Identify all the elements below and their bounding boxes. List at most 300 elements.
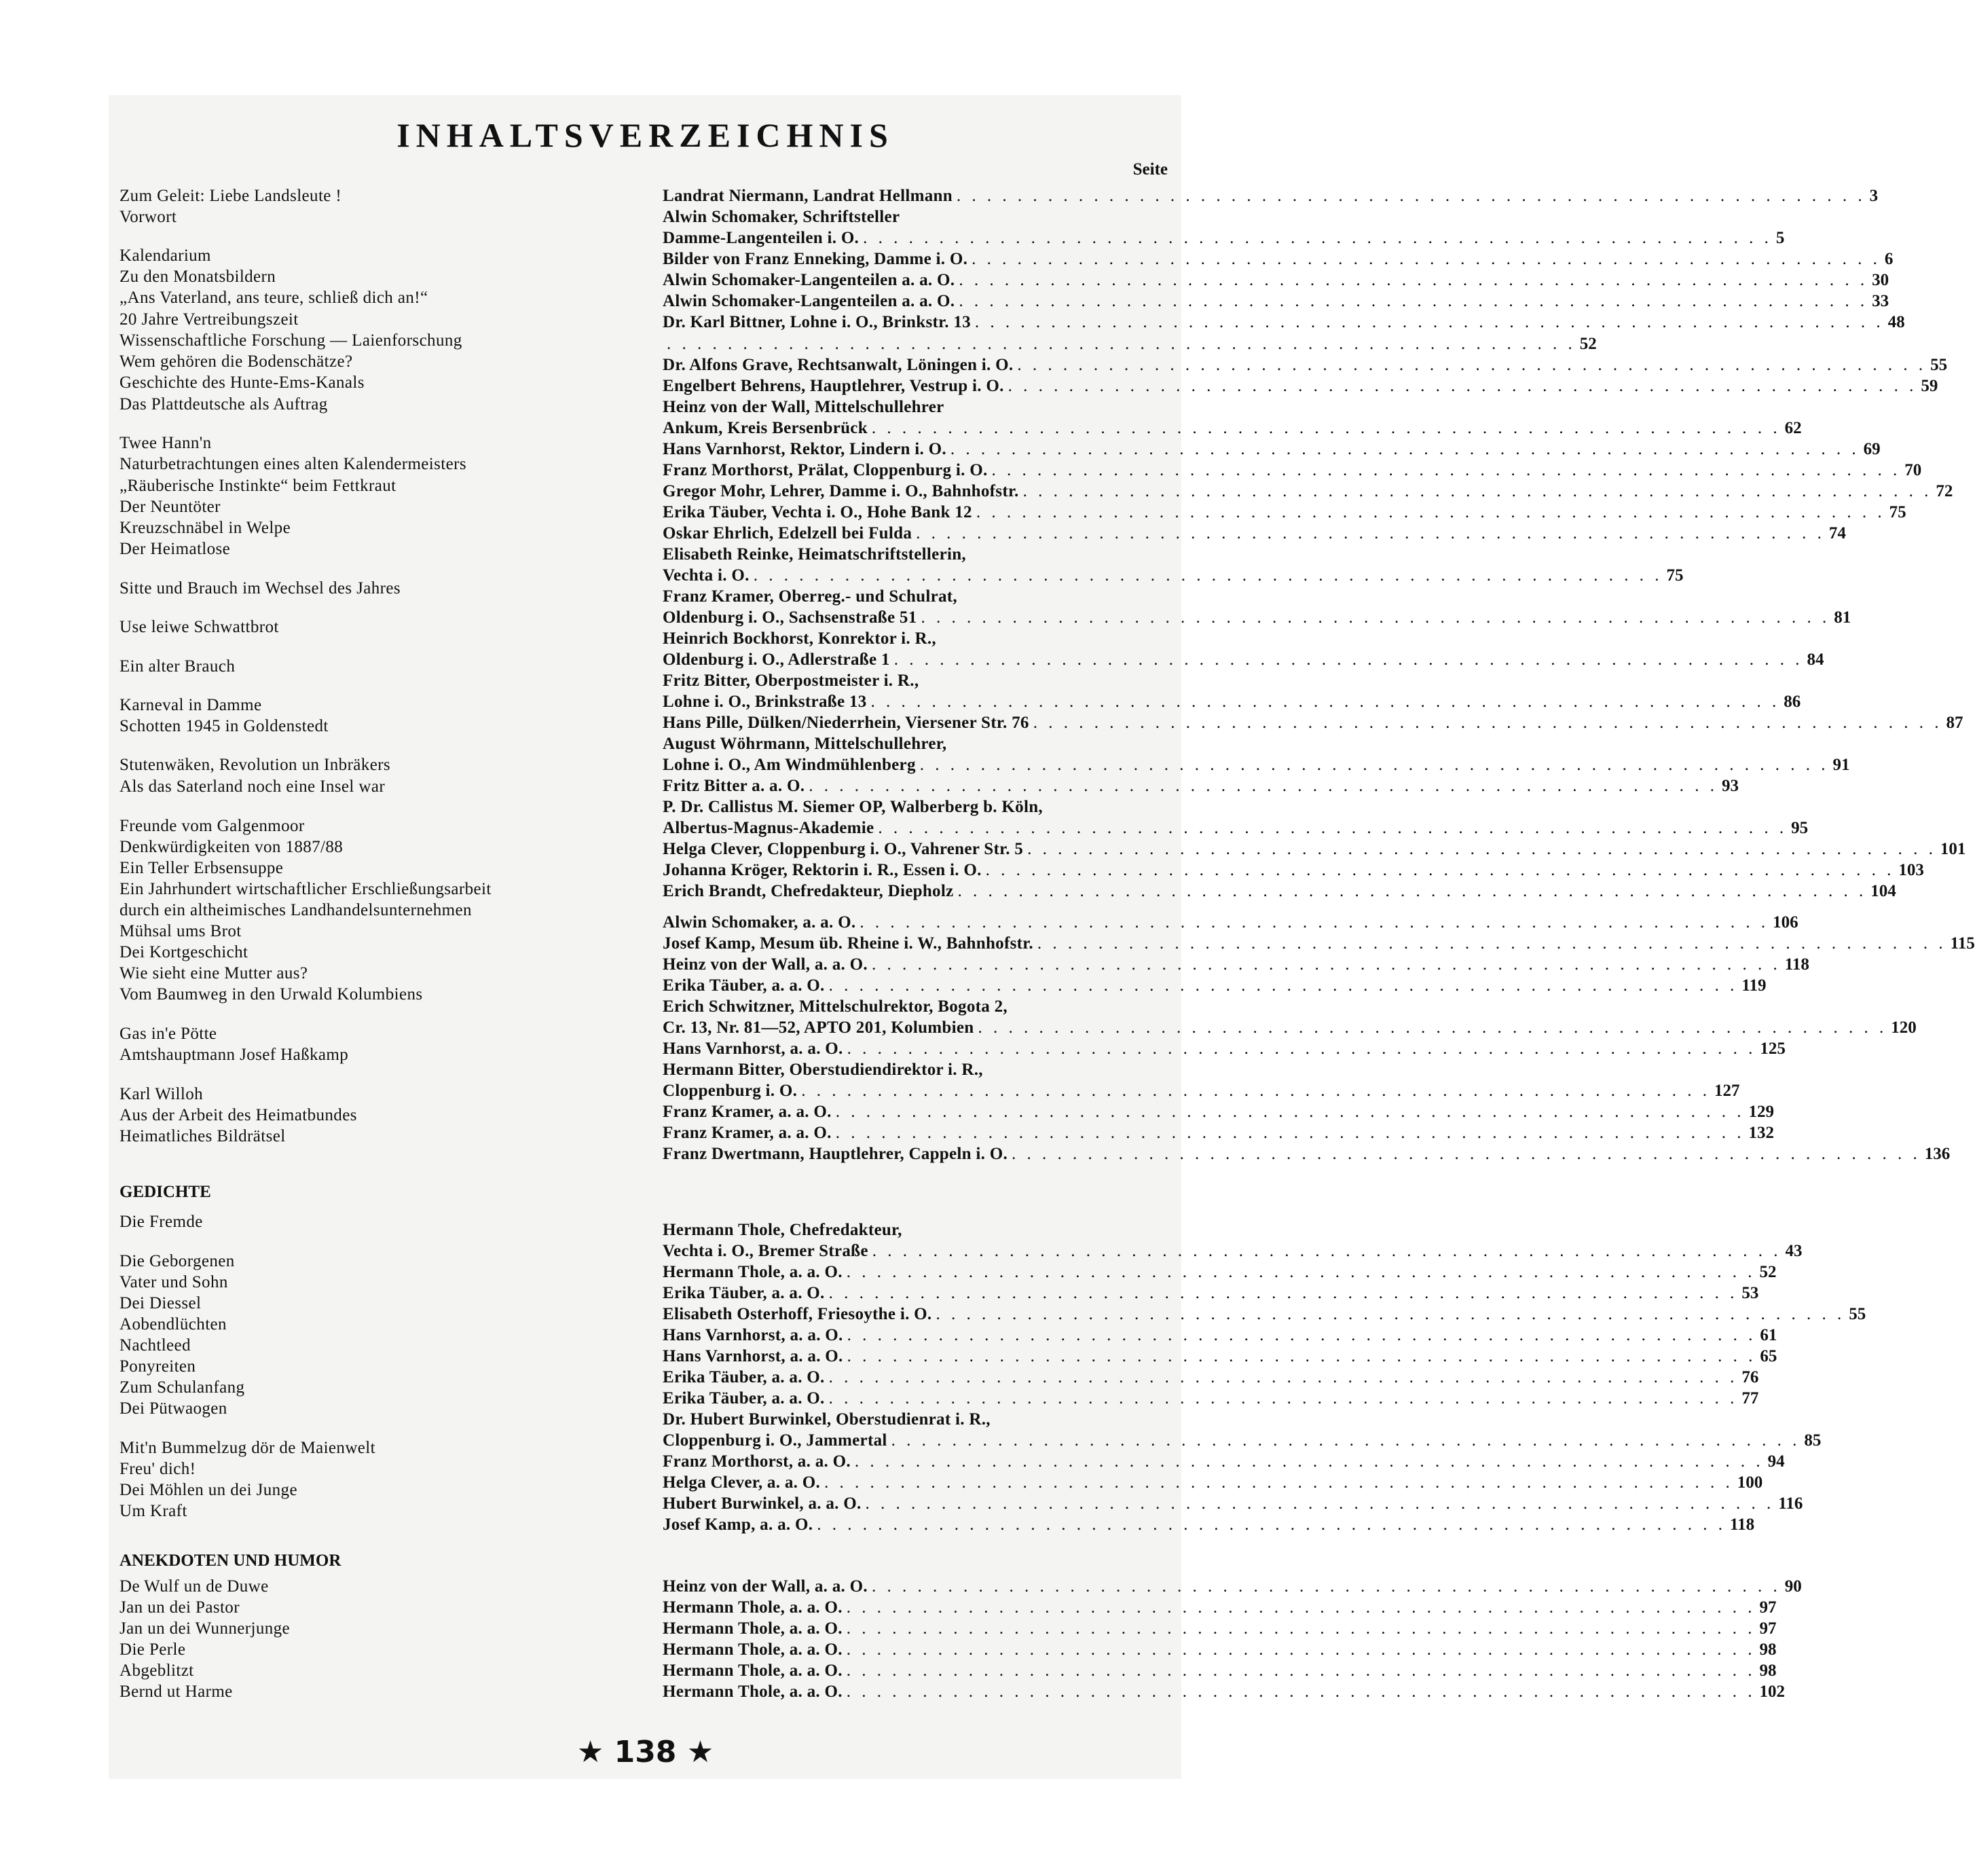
page-reference: 93 xyxy=(1722,777,1739,795)
dot-leader: . . . . . . . . . . . . . . . . . . . . . . . . . . . . . . . . . . . . . . . . . . . . . . . . . . . . . . . . . . . . xyxy=(950,440,1860,458)
author-text: Erika Täuber, Vechta i. O., Hohe Bank 12 xyxy=(663,503,972,521)
toc-author-entry xyxy=(663,1493,1803,1515)
page-reference: 127 xyxy=(1714,1082,1740,1100)
author-text: Franz Kramer, a. a. O. xyxy=(663,1103,832,1121)
page-number: ★ 138 ★ xyxy=(576,1735,714,1769)
dot-leader: . . . . . . . . . . . . . . . . . . . . . . . . . . . . . . . . . . . . . . . . . . . . . . . . . . . . . . . . . . . . xyxy=(978,1018,1887,1037)
author-text: Hermann Thole, a. a. O. xyxy=(663,1661,843,1680)
author-text: Elisabeth Reinke, Heimatschriftstellerin, xyxy=(663,545,966,564)
toc-title: Ein Jahrhundert wirtschaftlicher Erschließungsarbeit xyxy=(119,880,492,898)
author-text: August Wöhrmann, Mittelschullehrer, xyxy=(663,735,947,753)
toc-title: Vater und Sohn xyxy=(119,1273,228,1291)
toc-title: Zu den Monatsbildern xyxy=(119,268,276,286)
page-reference: 72 xyxy=(1936,482,1953,500)
toc-author-entry xyxy=(663,1346,1777,1367)
author-text: Lohne i. O., Brinkstraße 13 xyxy=(663,693,867,711)
dot-leader: . . . . . . . . . . . . . . . . . . . . . . . . . . . . . . . . . . . . . . . . . . . . . . . . . . . . . . . . . . . . xyxy=(919,756,1829,774)
dot-leader: . . . . . . . . . . . . . . . . . . . . . . . . . . . . . . . . . . . . . . . . . . . . . . . . . . . . . . . . . . . . xyxy=(828,1389,1738,1408)
toc-title: Dei Pütwaogen xyxy=(119,1399,227,1418)
page-reference: 59 xyxy=(1921,377,1938,395)
page-reference: 75 xyxy=(1889,503,1906,521)
toc-author-entry xyxy=(663,796,1170,818)
author-text: Alwin Schomaker, Schriftsteller xyxy=(663,208,900,226)
toc-author-entry xyxy=(663,439,1881,460)
toc-title: Das Plattdeutsche als Auftrag xyxy=(119,395,328,413)
toc-author-entry xyxy=(663,1262,1777,1283)
dot-leader: . . . . . . . . . . . . . . . . . . . . . . . . . . . . . . . . . . . . . . . . . . . . . . . . . . . . . . . . . . . . xyxy=(667,335,1576,353)
author-text: Ankum, Kreis Bersenbrück xyxy=(663,419,868,437)
author-text: Cloppenburg i. O. xyxy=(663,1082,798,1100)
dot-leader: . . . . . . . . . . . . . . . . . . . . . . . . . . . . . . . . . . . . . . . . . . . . . . . . . . . . . . . . . . . . xyxy=(863,229,1772,247)
toc-author-entry xyxy=(663,1430,1822,1452)
page-reference: 136 xyxy=(1924,1145,1951,1163)
toc-author-entry xyxy=(663,628,1170,650)
toc-author-entry xyxy=(663,733,1170,755)
toc-title: Vom Baumweg in den Urwald Kolumbiens xyxy=(119,985,423,1004)
toc-author-entry xyxy=(663,227,1785,249)
author-text: Cloppenburg i. O., Jammertal xyxy=(663,1431,887,1450)
page-reference: 76 xyxy=(1741,1368,1759,1386)
toc-title: Die Geborgenen xyxy=(119,1252,235,1270)
author-text: Erika Täuber, a. a. O. xyxy=(663,1368,825,1386)
toc-title: Freu' dich! xyxy=(119,1460,196,1478)
dot-leader: . . . . . . . . . . . . . . . . . . . . . . . . . . . . . . . . . . . . . . . . . . . . . . . . . . . . . . . . . . . . xyxy=(846,1661,1756,1680)
page-reference: 85 xyxy=(1804,1431,1822,1450)
dot-leader: . . . . . . . . . . . . . . . . . . . . . . . . . . . . . . . . . . . . . . . . . . . . . . . . . . . . . . . . . . . . xyxy=(847,1347,1756,1365)
toc-author-entry xyxy=(663,1101,1774,1123)
author-text: Bilder von Franz Enneking, Damme i. O. xyxy=(663,250,968,268)
page-reference: 48 xyxy=(1887,313,1905,331)
page-reference: 75 xyxy=(1666,566,1684,585)
dot-leader: . . . . . . . . . . . . . . . . . . . . . . . . . . . . . . . . . . . . . . . . . . . . . . . . . . . . . . . . . . . . xyxy=(846,1619,1756,1638)
author-text: Hermann Thole, a. a. O. xyxy=(663,1682,843,1701)
toc-author-entry xyxy=(663,1514,1755,1536)
page-reference: 69 xyxy=(1863,440,1881,458)
page-reference: 77 xyxy=(1741,1389,1759,1408)
author-text: Heinz von der Wall, a. a. O. xyxy=(663,955,868,974)
page-reference: 91 xyxy=(1832,756,1850,774)
toc-title: Stutenwäken, Revolution un Inbräkers xyxy=(119,756,391,774)
author-text: Engelbert Behrens, Hauptlehrer, Vestrup i. O. xyxy=(663,377,1004,395)
toc-author-entry xyxy=(663,912,1798,934)
page-title: INHALTSVERZEICHNIS xyxy=(396,116,894,154)
dot-leader: . . . . . . . . . . . . . . . . . . . . . . . . . . . . . . . . . . . . . . . . . . . . . . . . . . . . . . . . . . . . xyxy=(985,861,1895,879)
author-text: Lohne i. O., Am Windmühlenberg xyxy=(663,756,916,774)
toc-title: Sitte und Brauch im Wechsel des Jahres xyxy=(119,579,401,597)
toc-author-entry xyxy=(663,1143,1951,1165)
toc-title: 20 Jahre Vertreibungszeit xyxy=(119,310,299,329)
toc-author-entry xyxy=(663,1472,1763,1494)
dot-leader: . . . . . . . . . . . . . . . . . . . . . . . . . . . . . . . . . . . . . . . . . . . . . . . . . . . . . . . . . . . . xyxy=(871,955,1781,974)
author-text: Alwin Schomaker, a. a. O. xyxy=(663,913,856,932)
dot-leader: . . . . . . . . . . . . . . . . . . . . . . . . . . . . . . . . . . . . . . . . . . . . . . . . . . . . . . . . . . . . xyxy=(846,1682,1756,1701)
page-reference: 104 xyxy=(1870,882,1896,900)
author-text: Franz Morthorst, a. a. O. xyxy=(663,1452,851,1471)
author-text: Oldenburg i. O., Adlerstraße 1 xyxy=(663,650,890,669)
toc-author-entry xyxy=(663,933,1975,955)
toc-author-entry xyxy=(663,1451,1785,1473)
seite-label: Seite xyxy=(1132,160,1168,179)
toc-title: Um Kraft xyxy=(119,1502,187,1520)
author-text: Franz Morthorst, Prälat, Cloppenburg i. O. xyxy=(663,461,988,479)
author-text: Franz Dwertmann, Hauptlehrer, Cappeln i. O. xyxy=(663,1145,1008,1163)
author-text: Fritz Bitter a. a. O. xyxy=(663,777,805,795)
page-reference: 100 xyxy=(1737,1473,1763,1492)
dot-leader: . . . . . . . . . . . . . . . . . . . . . . . . . . . . . . . . . . . . . . . . . . . . . . . . . . . . . . . . . . . . xyxy=(846,1640,1756,1659)
author-text: Hermann Thole, Chefredakteur, xyxy=(663,1221,902,1239)
toc-author-entry xyxy=(663,249,1894,270)
toc-author-entry xyxy=(663,1639,1777,1661)
toc-author-entry xyxy=(663,375,1938,397)
page-reference: 3 xyxy=(1869,187,1879,205)
toc-title: Ein Teller Erbsensuppe xyxy=(119,859,284,877)
page-reference: 87 xyxy=(1946,714,1963,732)
toc-title: Geschichte des Hunte-Ems-Kanals xyxy=(119,373,365,392)
toc-author-entry xyxy=(663,397,1170,418)
dot-leader: . . . . . . . . . . . . . . . . . . . . . . . . . . . . . . . . . . . . . . . . . . . . . . . . . . . . . . . . . . . . xyxy=(835,1124,1745,1142)
author-text: Alwin Schomaker-Langenteilen a. a. O. xyxy=(663,292,955,310)
toc-title: Dei Möhlen un dei Junge xyxy=(119,1481,297,1499)
toc-title: Abgeblitzt xyxy=(119,1661,194,1680)
toc-title: Dei Kortgeschicht xyxy=(119,943,248,961)
toc-title: Als das Saterland noch eine Insel war xyxy=(119,777,386,796)
author-text: Dr. Alfons Grave, Rechtsanwalt, Löningen i. O. xyxy=(663,356,1014,374)
toc-title: „Räuberische Instinkte“ beim Fettkraut xyxy=(119,477,396,495)
toc-author-entry xyxy=(663,954,1809,976)
toc-author-entry xyxy=(663,1388,1759,1410)
toc-title: Jan un dei Wunnerjunge xyxy=(119,1619,291,1638)
dot-leader: . . . . . . . . . . . . . . . . . . . . . . . . . . . . . . . . . . . . . . . . . . . . . . . . . . . . . . . . . . . . xyxy=(921,608,1830,627)
toc-title: Die Perle xyxy=(119,1640,186,1659)
page-reference: 132 xyxy=(1748,1124,1774,1142)
dot-leader: . . . . . . . . . . . . . . . . . . . . . . . . . . . . . . . . . . . . . . . . . . . . . . . . . . . . . . . . . . . . xyxy=(1037,934,1946,953)
toc-author-entry xyxy=(663,1325,1777,1346)
toc-title: Aobendlüchten xyxy=(119,1315,227,1334)
author-text: Erika Täuber, a. a. O. xyxy=(663,1389,825,1408)
toc-author-entry xyxy=(663,418,1802,439)
toc-author-entry xyxy=(663,1240,1803,1262)
page-reference: 116 xyxy=(1778,1494,1803,1513)
page-reference: 97 xyxy=(1759,1619,1777,1638)
author-text: Hans Varnhorst, Rektor, Lindern i. O. xyxy=(663,440,946,458)
page-reference: 74 xyxy=(1828,524,1846,542)
toc-title: Ein alter Brauch xyxy=(119,657,236,676)
dot-leader: . . . . . . . . . . . . . . . . . . . . . . . . . . . . . . . . . . . . . . . . . . . . . . . . . . . . . . . . . . . . xyxy=(870,693,1780,711)
author-text: Josef Kamp, a. a. O. xyxy=(663,1515,813,1534)
author-text: Hermann Bitter, Oberstudiendirektor i. R., xyxy=(663,1061,983,1079)
dot-leader: . . . . . . . . . . . . . . . . . . . . . . . . . . . . . . . . . . . . . . . . . . . . . . . . . . . . . . . . . . . . xyxy=(809,777,1718,795)
author-text: Johanna Kröger, Rektorin i. R., Essen i. O. xyxy=(663,861,982,879)
author-text: Dr. Karl Bittner, Lohne i. O., Brinkstr. 13 xyxy=(663,313,971,331)
toc-title: Wie sieht eine Mutter aus? xyxy=(119,964,308,982)
page-reference: 94 xyxy=(1767,1452,1785,1471)
author-text: Erich Schwitzner, Mittelschulrektor, Bogota 2, xyxy=(663,997,1008,1016)
author-text: Damme-Langenteilen i. O. xyxy=(663,229,860,247)
dot-leader: . . . . . . . . . . . . . . . . . . . . . . . . . . . . . . . . . . . . . . . . . . . . . . . . . . . . . . . . . . . . xyxy=(846,1263,1756,1281)
dot-leader: . . . . . . . . . . . . . . . . . . . . . . . . . . . . . . . . . . . . . . . . . . . . . . . . . . . . . . . . . . . . xyxy=(847,1040,1756,1058)
toc-author-entry xyxy=(663,1681,1786,1703)
page-reference: 43 xyxy=(1785,1242,1803,1260)
page-reference: 118 xyxy=(1784,955,1809,974)
page-reference: 30 xyxy=(1872,271,1889,289)
dot-leader: . . . . . . . . . . . . . . . . . . . . . . . . . . . . . . . . . . . . . . . . . . . . . . . . . . . . . . . . . . . . xyxy=(976,503,1885,521)
toc-title: Freunde vom Galgenmoor xyxy=(119,817,305,835)
toc-author-entry xyxy=(663,1080,1740,1102)
page-reference: 129 xyxy=(1748,1103,1774,1121)
author-text: Heinz von der Wall, a. a. O. xyxy=(663,1577,868,1596)
page-reference: 6 xyxy=(1884,250,1894,268)
page-reference: 55 xyxy=(1930,356,1948,374)
toc-title: Dei Diessel xyxy=(119,1294,202,1312)
toc-author-entry xyxy=(663,185,1879,207)
author-text: Erich Brandt, Chefredakteur, Diepholz xyxy=(663,882,954,900)
toc-title: Bernd ut Harme xyxy=(119,1682,233,1701)
author-text: Vechta i. O. xyxy=(663,566,750,585)
author-text: Hans Varnhorst, a. a. O. xyxy=(663,1347,843,1365)
toc-title: Jan un dei Pastor xyxy=(119,1598,240,1617)
toc-title: Aus der Arbeit des Heimatbundes xyxy=(119,1106,357,1124)
author-text: Hans Varnhorst, a. a. O. xyxy=(663,1040,843,1058)
toc-author-entry xyxy=(663,1576,1802,1598)
toc-author-entry xyxy=(663,1017,1917,1039)
toc-title: Amtshauptmann Josef Haßkamp xyxy=(119,1046,349,1064)
page-reference: 97 xyxy=(1759,1598,1777,1617)
dot-leader: . . . . . . . . . . . . . . . . . . . . . . . . . . . . . . . . . . . . . . . . . . . . . . . . . . . . . . . . . . . . xyxy=(991,461,1901,479)
page-reference: 101 xyxy=(1940,840,1966,858)
toc-author-entry xyxy=(663,481,1953,502)
dot-leader: . . . . . . . . . . . . . . . . . . . . . . . . . . . . . . . . . . . . . . . . . . . . . . . . . . . . . . . . . . . . xyxy=(936,1305,1845,1323)
toc-title: Vorwort xyxy=(119,208,177,226)
toc-author-entry xyxy=(663,1618,1777,1640)
toc-author-entry xyxy=(663,544,1170,566)
author-text: Hermann Thole, a. a. O. xyxy=(663,1619,843,1638)
toc-author-entry xyxy=(663,206,1170,228)
toc-author-entry xyxy=(663,1367,1759,1388)
toc-author-entry xyxy=(663,691,1801,713)
toc-author-entry xyxy=(663,270,1889,291)
dot-leader: . . . . . . . . . . . . . . . . . . . . . . . . . . . . . . . . . . . . . . . . . . . . . . . . . . . . . . . . . . . . xyxy=(1017,356,1927,374)
toc-author-entry xyxy=(663,881,1896,902)
author-text: Hans Pille, Dülken/Niederrhein, Viersener Str. 76 xyxy=(663,714,1029,732)
page-reference: 52 xyxy=(1759,1263,1777,1281)
toc-author-entry xyxy=(663,1038,1786,1060)
section-heading-gedichte: GEDICHTE xyxy=(119,1183,211,1201)
dot-leader: . . . . . . . . . . . . . . . . . . . . . . . . . . . . . . . . . . . . . . . . . . . . . . . . . . . . . . . . . . . . xyxy=(871,419,1781,437)
page-reference: 61 xyxy=(1760,1326,1777,1344)
author-text: Helga Clever, Cloppenburg i. O., Vahrener Str. 5 xyxy=(663,840,1024,858)
dot-leader: . . . . . . . . . . . . . . . . . . . . . . . . . . . . . . . . . . . . . . . . . . . . . . . . . . . . . . . . . . . . xyxy=(1022,482,1932,500)
dot-leader: . . . . . . . . . . . . . . . . . . . . . . . . . . . . . . . . . . . . . . . . . . . . . . . . . . . . . . . . . . . . xyxy=(872,1242,1782,1260)
dot-leader: . . . . . . . . . . . . . . . . . . . . . . . . . . . . . . . . . . . . . . . . . . . . . . . . . . . . . . . . . . . . xyxy=(1033,714,1942,732)
author-text: Heinrich Bockhorst, Konrektor i. R., xyxy=(663,629,936,648)
toc-author-entry xyxy=(663,1304,1866,1325)
toc-author-entry xyxy=(663,775,1739,797)
dot-leader: . . . . . . . . . . . . . . . . . . . . . . . . . . . . . . . . . . . . . . . . . . . . . . . . . . . . . . . . . . . . xyxy=(893,650,1803,669)
page-reference: 103 xyxy=(1898,861,1924,879)
toc-author-entry xyxy=(663,754,1850,776)
author-text: Josef Kamp, Mesum üb. Rheine i. W., Bahnhofstr. xyxy=(663,934,1033,953)
dot-leader: . . . . . . . . . . . . . . . . . . . . . . . . . . . . . . . . . . . . . . . . . . . . . . . . . . . . . . . . . . . . xyxy=(824,1473,1733,1492)
toc-author-entry xyxy=(663,860,1924,881)
toc-title: Kalendarium xyxy=(119,246,211,265)
toc-title: Karl Willoh xyxy=(119,1085,204,1103)
author-text: Dr. Hubert Burwinkel, Oberstudienrat i. R., xyxy=(663,1410,991,1429)
page-reference: 84 xyxy=(1807,650,1824,669)
toc-title: De Wulf un de Duwe xyxy=(119,1577,269,1596)
toc-title: Wem gehören die Bodenschätze? xyxy=(119,352,353,371)
dot-leader: . . . . . . . . . . . . . . . . . . . . . . . . . . . . . . . . . . . . . . . . . . . . . . . . . . . . . . . . . . . . xyxy=(854,1452,1764,1471)
page-reference: 118 xyxy=(1730,1515,1755,1534)
toc-title: Use leiwe Schwattbrot xyxy=(119,618,279,636)
toc-author-entry xyxy=(663,502,1906,523)
author-text: Oldenburg i. O., Sachsenstraße 51 xyxy=(663,608,917,627)
dot-leader: . . . . . . . . . . . . . . . . . . . . . . . . . . . . . . . . . . . . . . . . . . . . . . . . . . . . . . . . . . . . xyxy=(956,187,1866,205)
toc-author-entry xyxy=(663,712,1963,734)
author-text: Vechta i. O., Bremer Straße xyxy=(663,1242,868,1260)
author-text: Landrat Niermann, Landrat Hellmann xyxy=(663,187,953,205)
page-reference: 62 xyxy=(1784,419,1802,437)
toc-title: Zum Schulanfang xyxy=(119,1378,245,1397)
dot-leader: . . . . . . . . . . . . . . . . . . . . . . . . . . . . . . . . . . . . . . . . . . . . . . . . . . . . . . . . . . . . xyxy=(959,271,1868,289)
dot-leader: . . . . . . . . . . . . . . . . . . . . . . . . . . . . . . . . . . . . . . . . . . . . . . . . . . . . . . . . . . . . xyxy=(891,1431,1801,1450)
toc-title: Wissenschaftliche Forschung — Laienforschung xyxy=(119,331,462,350)
author-text: Alwin Schomaker-Langenteilen a. a. O. xyxy=(663,271,955,289)
author-text: Hermann Thole, a. a. O. xyxy=(663,1598,843,1617)
page-reference: 86 xyxy=(1784,693,1801,711)
author-text: Hans Varnhorst, a. a. O. xyxy=(663,1326,843,1344)
toc-author-entry xyxy=(663,586,1170,608)
page-reference: 115 xyxy=(1950,934,1975,953)
page-reference: 98 xyxy=(1759,1640,1777,1659)
toc-title: Ponyreiten xyxy=(119,1357,196,1376)
page-reference: 90 xyxy=(1784,1577,1802,1596)
toc-author-entry xyxy=(663,1283,1759,1304)
dot-leader: . . . . . . . . . . . . . . . . . . . . . . . . . . . . . . . . . . . . . . . . . . . . . . . . . . . . . . . . . . . . xyxy=(957,882,1867,900)
author-text: Hubert Burwinkel, a. a. O. xyxy=(663,1494,862,1513)
toc-author-entry xyxy=(663,1059,1170,1081)
author-text: Heinz von der Wall, Mittelschullehrer xyxy=(663,398,944,416)
dot-leader: . . . . . . . . . . . . . . . . . . . . . . . . . . . . . . . . . . . . . . . . . . . . . . . . . . . . . . . . . . . . xyxy=(801,1082,1710,1100)
dot-leader: . . . . . . . . . . . . . . . . . . . . . . . . . . . . . . . . . . . . . . . . . . . . . . . . . . . . . . . . . . . . xyxy=(835,1103,1745,1121)
toc-author-entry xyxy=(663,996,1170,1018)
dot-leader: . . . . . . . . . . . . . . . . . . . . . . . . . . . . . . . . . . . . . . . . . . . . . . . . . . . . . . . . . . . . xyxy=(878,819,1788,837)
dot-leader: . . . . . . . . . . . . . . . . . . . . . . . . . . . . . . . . . . . . . . . . . . . . . . . . . . . . . . . . . . . . xyxy=(1027,840,1936,858)
toc-author-entry xyxy=(663,1219,1170,1241)
toc-author-entry xyxy=(663,1122,1774,1144)
toc-title: Denkwürdigkeiten von 1887/88 xyxy=(119,838,344,856)
dot-leader: . . . . . . . . . . . . . . . . . . . . . . . . . . . . . . . . . . . . . . . . . . . . . . . . . . . . . . . . . . . . xyxy=(916,524,1825,542)
dot-leader: . . . . . . . . . . . . . . . . . . . . . . . . . . . . . . . . . . . . . . . . . . . . . . . . . . . . . . . . . . . . xyxy=(860,913,1769,932)
page-reference: 120 xyxy=(1891,1018,1917,1037)
author-text: Gregor Mohr, Lehrer, Damme i. O., Bahnhofstr. xyxy=(663,482,1019,500)
author-text: Erika Täuber, a. a. O. xyxy=(663,1284,825,1302)
toc-title: Kreuzschnäbel in Welpe xyxy=(119,519,291,537)
dot-leader: . . . . . . . . . . . . . . . . . . . . . . . . . . . . . . . . . . . . . . . . . . . . . . . . . . . . . . . . . . . . xyxy=(846,1598,1756,1617)
section-heading-anekdoten: ANEKDOTEN UND HUMOR xyxy=(119,1551,342,1570)
toc-author-entry xyxy=(663,649,1824,671)
page-reference: 125 xyxy=(1760,1040,1786,1058)
toc-author-entry xyxy=(663,333,1597,355)
dot-leader: . . . . . . . . . . . . . . . . . . . . . . . . . . . . . . . . . . . . . . . . . . . . . . . . . . . . . . . . . . . . xyxy=(1012,1145,1921,1163)
toc-title: Der Neuntöter xyxy=(119,498,221,516)
page-reference: 81 xyxy=(1834,608,1851,627)
toc-title: Nachtleed xyxy=(119,1336,191,1355)
dot-leader: . . . . . . . . . . . . . . . . . . . . . . . . . . . . . . . . . . . . . . . . . . . . . . . . . . . . . . . . . . . . xyxy=(865,1494,1775,1513)
toc-title: Schotten 1945 in Goldenstedt xyxy=(119,717,329,735)
dot-leader: . . . . . . . . . . . . . . . . . . . . . . . . . . . . . . . . . . . . . . . . . . . . . . . . . . . . . . . . . . . . xyxy=(847,1326,1756,1344)
page-reference: 102 xyxy=(1759,1682,1786,1701)
author-text: Franz Kramer, Oberreg.- und Schulrat, xyxy=(663,587,957,606)
dot-leader: . . . . . . . . . . . . . . . . . . . . . . . . . . . . . . . . . . . . . . . . . . . . . . . . . . . . . . . . . . . . xyxy=(828,976,1738,995)
toc-author-entry xyxy=(663,523,1846,545)
author-text: Elisabeth Osterhoff, Friesoythe i. O. xyxy=(663,1305,932,1323)
author-text: Hermann Thole, a. a. O. xyxy=(663,1640,843,1659)
page-reference: 106 xyxy=(1773,913,1798,932)
toc-title: Die Fremde xyxy=(119,1213,203,1231)
toc-author-entry xyxy=(663,460,1922,481)
toc-title: Mit'n Bummelzug dör de Maienwelt xyxy=(119,1439,375,1457)
toc-author-entry xyxy=(663,354,1948,376)
page-reference: 52 xyxy=(1579,335,1597,353)
toc-title: Mühsal ums Brot xyxy=(119,922,242,940)
page-reference: 95 xyxy=(1791,819,1809,837)
toc-title: Heimatliches Bildrätsel xyxy=(119,1127,286,1145)
dot-leader: . . . . . . . . . . . . . . . . . . . . . . . . . . . . . . . . . . . . . . . . . . . . . . . . . . . . . . . . . . . . xyxy=(959,292,1868,310)
toc-author-entry xyxy=(663,607,1851,629)
dot-leader: . . . . . . . . . . . . . . . . . . . . . . . . . . . . . . . . . . . . . . . . . . . . . . . . . . . . . . . . . . . . xyxy=(1008,377,1917,395)
author-text: Fritz Bitter, Oberpostmeister i. R., xyxy=(663,672,919,690)
dot-leader: . . . . . . . . . . . . . . . . . . . . . . . . . . . . . . . . . . . . . . . . . . . . . . . . . . . . . . . . . . . . xyxy=(828,1284,1738,1302)
toc-author-entry xyxy=(663,312,1905,333)
page-reference: 119 xyxy=(1741,976,1767,995)
toc-title: Twee Hann'n xyxy=(119,434,212,452)
toc-author-entry xyxy=(663,1660,1777,1682)
toc-author-entry xyxy=(663,817,1809,839)
toc-title: Naturbetrachtungen eines alten Kalendermeisters xyxy=(119,455,466,473)
page-reference: 33 xyxy=(1872,292,1889,310)
toc-author-entry xyxy=(663,565,1684,587)
dot-leader: . . . . . . . . . . . . . . . . . . . . . . . . . . . . . . . . . . . . . . . . . . . . . . . . . . . . . . . . . . . . xyxy=(972,250,1881,268)
toc-author-entry xyxy=(663,291,1889,312)
page-reference: 70 xyxy=(1904,461,1922,479)
dot-leader: . . . . . . . . . . . . . . . . . . . . . . . . . . . . . . . . . . . . . . . . . . . . . . . . . . . . . . . . . . . . xyxy=(871,1577,1781,1596)
page-reference: 55 xyxy=(1849,1305,1866,1323)
dot-leader: . . . . . . . . . . . . . . . . . . . . . . . . . . . . . . . . . . . . . . . . . . . . . . . . . . . . . . . . . . . . xyxy=(753,566,1663,585)
toc-title: Zum Geleit: Liebe Landsleute ! xyxy=(119,187,342,205)
toc-title: Karneval in Damme xyxy=(119,696,262,714)
toc-author-entry xyxy=(663,1597,1777,1619)
page-reference: 98 xyxy=(1759,1661,1777,1680)
author-text: Cr. 13, Nr. 81—52, APTO 201, Kolumbien xyxy=(663,1018,974,1037)
toc-author-entry xyxy=(663,839,1966,860)
page-reference: 65 xyxy=(1760,1347,1777,1365)
toc-title: „Ans Vaterland, ans teure, schließ dich an!“ xyxy=(119,289,428,307)
toc-title: Gas in'e Pötte xyxy=(119,1025,217,1043)
author-text: Franz Kramer, a. a. O. xyxy=(663,1124,832,1142)
dot-leader: . . . . . . . . . . . . . . . . . . . . . . . . . . . . . . . . . . . . . . . . . . . . . . . . . . . . . . . . . . . . xyxy=(828,1368,1738,1386)
toc-author-entry xyxy=(663,1409,1170,1431)
toc-author-entry xyxy=(663,670,1170,692)
author-text: Helga Clever, a. a. O. xyxy=(663,1473,821,1492)
toc-author-entry xyxy=(663,975,1767,997)
dot-leader: . . . . . . . . . . . . . . . . . . . . . . . . . . . . . . . . . . . . . . . . . . . . . . . . . . . . . . . . . . . . xyxy=(974,313,1884,331)
author-text: Hermann Thole, a. a. O. xyxy=(663,1263,843,1281)
page-reference: 53 xyxy=(1741,1284,1759,1302)
author-text: Oskar Ehrlich, Edelzell bei Fulda xyxy=(663,524,912,542)
author-text: Erika Täuber, a. a. O. xyxy=(663,976,825,995)
toc-title: Der Heimatlose xyxy=(119,540,231,558)
author-text: P. Dr. Callistus M. Siemer OP, Walberberg b. Köln, xyxy=(663,798,1043,816)
